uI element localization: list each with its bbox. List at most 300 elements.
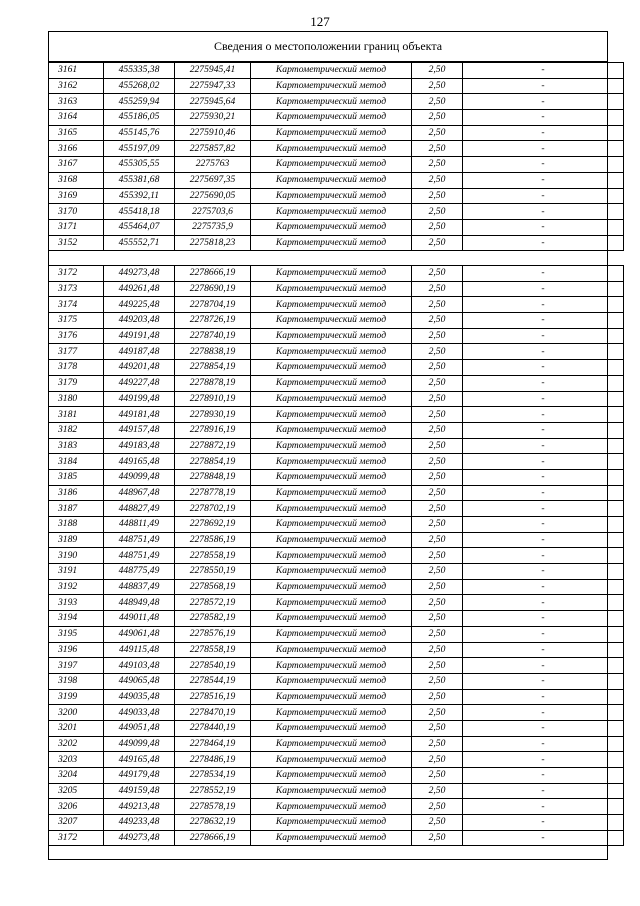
table-row	[49, 783, 624, 799]
table-row	[49, 407, 624, 423]
accuracy-cell: 2,50	[412, 689, 463, 705]
table-row	[49, 235, 624, 251]
accuracy-cell: 2,50	[412, 219, 463, 235]
x-coordinate-cell: 449115,48	[104, 642, 175, 658]
x-coordinate-cell: 449165,48	[104, 454, 175, 470]
table-row	[49, 673, 624, 689]
table-row	[49, 219, 624, 235]
table-row	[49, 501, 624, 517]
accuracy-cell: 2,50	[412, 642, 463, 658]
method-cell: Картометрический метод	[251, 78, 412, 94]
section-gap-divider	[48, 250, 608, 251]
note-cell: -	[463, 626, 624, 642]
note-cell: -	[463, 705, 624, 721]
accuracy-cell: 2,50	[412, 313, 463, 329]
y-coordinate-cell: 2278690,19	[175, 281, 251, 297]
y-coordinate-cell: 2278568,19	[175, 579, 251, 595]
table-row	[49, 360, 624, 376]
x-coordinate-cell: 449273,48	[104, 830, 175, 846]
x-coordinate-cell: 455305,55	[104, 157, 175, 173]
point-number-cell: 3166	[49, 141, 104, 157]
note-cell: -	[463, 736, 624, 752]
table-row	[49, 281, 624, 297]
table-row	[49, 736, 624, 752]
table-row	[49, 720, 624, 736]
section-title: Сведения о местоположении границ объекта	[213, 39, 443, 53]
y-coordinate-cell: 2278578,19	[175, 799, 251, 815]
note-cell: -	[463, 548, 624, 564]
point-number-cell: 3173	[49, 281, 104, 297]
note-cell: -	[463, 485, 624, 501]
x-coordinate-cell: 455464,07	[104, 219, 175, 235]
method-cell: Картометрический метод	[251, 658, 412, 674]
note-cell: -	[463, 204, 624, 220]
y-coordinate-cell: 2278848,19	[175, 469, 251, 485]
table-row	[49, 485, 624, 501]
point-number-cell: 3200	[49, 705, 104, 721]
point-number-cell: 3161	[49, 63, 104, 79]
accuracy-cell: 2,50	[412, 485, 463, 501]
accuracy-cell: 2,50	[412, 532, 463, 548]
accuracy-cell: 2,50	[412, 204, 463, 220]
x-coordinate-cell: 449203,48	[104, 313, 175, 329]
method-cell: Картометрический метод	[251, 328, 412, 344]
note-cell: -	[463, 141, 624, 157]
y-coordinate-cell: 2278558,19	[175, 548, 251, 564]
x-coordinate-cell: 448837,49	[104, 579, 175, 595]
method-cell: Картометрический метод	[251, 689, 412, 705]
y-coordinate-cell: 2278692,19	[175, 517, 251, 533]
table-row	[49, 517, 624, 533]
accuracy-cell: 2,50	[412, 235, 463, 251]
accuracy-cell: 2,50	[412, 799, 463, 815]
x-coordinate-cell: 455145,76	[104, 125, 175, 141]
point-number-cell: 3203	[49, 752, 104, 768]
accuracy-cell: 2,50	[412, 454, 463, 470]
note-cell: -	[463, 517, 624, 533]
point-number-cell: 3168	[49, 172, 104, 188]
method-cell: Картометрический метод	[251, 219, 412, 235]
accuracy-cell: 2,50	[412, 720, 463, 736]
x-coordinate-cell: 448949,48	[104, 595, 175, 611]
y-coordinate-cell: 2278576,19	[175, 626, 251, 642]
point-number-cell: 3186	[49, 485, 104, 501]
point-number-cell: 3190	[49, 548, 104, 564]
point-number-cell: 3177	[49, 344, 104, 360]
table-row	[49, 658, 624, 674]
point-number-cell: 3201	[49, 720, 104, 736]
accuracy-cell: 2,50	[412, 344, 463, 360]
y-coordinate-cell: 2278872,19	[175, 438, 251, 454]
method-cell: Картометрический метод	[251, 438, 412, 454]
method-cell: Картометрический метод	[251, 720, 412, 736]
y-coordinate-cell: 2275857,82	[175, 141, 251, 157]
method-cell: Картометрический метод	[251, 642, 412, 658]
note-cell: -	[463, 235, 624, 251]
x-coordinate-cell: 448967,48	[104, 485, 175, 501]
table-row	[49, 532, 624, 548]
point-number-cell: 3170	[49, 204, 104, 220]
note-cell: -	[463, 172, 624, 188]
y-coordinate-cell: 2278632,19	[175, 815, 251, 831]
table-row	[49, 752, 624, 768]
x-coordinate-cell: 449159,48	[104, 783, 175, 799]
y-coordinate-cell: 2278464,19	[175, 736, 251, 752]
table-row	[49, 626, 624, 642]
point-number-cell: 3194	[49, 611, 104, 627]
y-coordinate-cell: 2275818,23	[175, 235, 251, 251]
table-row	[49, 375, 624, 391]
method-cell: Картометрический метод	[251, 204, 412, 220]
point-number-cell: 3176	[49, 328, 104, 344]
y-coordinate-cell: 2278470,19	[175, 705, 251, 721]
method-cell: Картометрический метод	[251, 94, 412, 110]
coordinates-table-1	[48, 62, 624, 251]
point-number-cell: 3207	[49, 815, 104, 831]
point-number-cell: 3187	[49, 501, 104, 517]
note-cell: -	[463, 815, 624, 831]
accuracy-cell: 2,50	[412, 501, 463, 517]
method-cell: Картометрический метод	[251, 391, 412, 407]
x-coordinate-cell: 449225,48	[104, 297, 175, 313]
note-cell: -	[463, 768, 624, 784]
table-row	[49, 141, 624, 157]
accuracy-cell: 2,50	[412, 438, 463, 454]
x-coordinate-cell: 455186,05	[104, 110, 175, 126]
accuracy-cell: 2,50	[412, 172, 463, 188]
method-cell: Картометрический метод	[251, 595, 412, 611]
note-cell: -	[463, 642, 624, 658]
point-number-cell: 3185	[49, 469, 104, 485]
note-cell: -	[463, 454, 624, 470]
y-coordinate-cell: 2278516,19	[175, 689, 251, 705]
method-cell: Картометрический метод	[251, 532, 412, 548]
note-cell: -	[463, 157, 624, 173]
point-number-cell: 3197	[49, 658, 104, 674]
x-coordinate-cell: 448751,49	[104, 548, 175, 564]
accuracy-cell: 2,50	[412, 830, 463, 846]
x-coordinate-cell: 449099,48	[104, 469, 175, 485]
accuracy-cell: 2,50	[412, 595, 463, 611]
y-coordinate-cell: 2278930,19	[175, 407, 251, 423]
y-coordinate-cell: 2278582,19	[175, 611, 251, 627]
note-cell: -	[463, 720, 624, 736]
accuracy-cell: 2,50	[412, 579, 463, 595]
y-coordinate-cell: 2278854,19	[175, 360, 251, 376]
x-coordinate-cell: 448827,49	[104, 501, 175, 517]
point-number-cell: 3172	[49, 266, 104, 282]
note-cell: -	[463, 673, 624, 689]
note-cell: -	[463, 188, 624, 204]
y-coordinate-cell: 2278550,19	[175, 564, 251, 580]
table-row	[49, 705, 624, 721]
x-coordinate-cell: 455552,71	[104, 235, 175, 251]
table-row	[49, 204, 624, 220]
x-coordinate-cell: 449165,48	[104, 752, 175, 768]
point-number-cell: 3182	[49, 422, 104, 438]
table-row	[49, 313, 624, 329]
x-coordinate-cell: 449181,48	[104, 407, 175, 423]
method-cell: Картометрический метод	[251, 422, 412, 438]
note-cell: -	[463, 469, 624, 485]
x-coordinate-cell: 449199,48	[104, 391, 175, 407]
accuracy-cell: 2,50	[412, 391, 463, 407]
method-cell: Картометрический метод	[251, 454, 412, 470]
x-coordinate-cell: 455381,68	[104, 172, 175, 188]
table-row	[49, 579, 624, 595]
method-cell: Картометрический метод	[251, 110, 412, 126]
accuracy-cell: 2,50	[412, 422, 463, 438]
note-cell: -	[463, 313, 624, 329]
y-coordinate-cell: 2278572,19	[175, 595, 251, 611]
x-coordinate-cell: 455335,38	[104, 63, 175, 79]
y-coordinate-cell: 2275690,05	[175, 188, 251, 204]
table-row	[49, 611, 624, 627]
method-cell: Картометрический метод	[251, 517, 412, 533]
method-cell: Картометрический метод	[251, 673, 412, 689]
method-cell: Картометрический метод	[251, 485, 412, 501]
x-coordinate-cell: 449191,48	[104, 328, 175, 344]
method-cell: Картометрический метод	[251, 830, 412, 846]
accuracy-cell: 2,50	[412, 783, 463, 799]
y-coordinate-cell: 2278910,19	[175, 391, 251, 407]
x-coordinate-cell: 448775,49	[104, 564, 175, 580]
x-coordinate-cell: 449065,48	[104, 673, 175, 689]
y-coordinate-cell: 2278440,19	[175, 720, 251, 736]
method-cell: Картометрический метод	[251, 235, 412, 251]
accuracy-cell: 2,50	[412, 266, 463, 282]
method-cell: Картометрический метод	[251, 783, 412, 799]
note-cell: -	[463, 752, 624, 768]
point-number-cell: 3198	[49, 673, 104, 689]
y-coordinate-cell: 2278778,19	[175, 485, 251, 501]
accuracy-cell: 2,50	[412, 768, 463, 784]
table-row	[49, 188, 624, 204]
x-coordinate-cell: 455197,09	[104, 141, 175, 157]
table-row	[49, 469, 624, 485]
y-coordinate-cell: 2275703,6	[175, 204, 251, 220]
table-row	[49, 266, 624, 282]
x-coordinate-cell: 449033,48	[104, 705, 175, 721]
accuracy-cell: 2,50	[412, 360, 463, 376]
note-cell: -	[463, 78, 624, 94]
point-number-cell: 3152	[49, 235, 104, 251]
x-coordinate-cell: 449157,48	[104, 422, 175, 438]
point-number-cell: 3165	[49, 125, 104, 141]
note-cell: -	[463, 611, 624, 627]
y-coordinate-cell: 2275735,9	[175, 219, 251, 235]
x-coordinate-cell: 449187,48	[104, 344, 175, 360]
y-coordinate-cell: 2278666,19	[175, 830, 251, 846]
x-coordinate-cell: 449201,48	[104, 360, 175, 376]
y-coordinate-cell: 2278878,19	[175, 375, 251, 391]
y-coordinate-cell: 2275930,21	[175, 110, 251, 126]
y-coordinate-cell: 2278916,19	[175, 422, 251, 438]
method-cell: Картометрический метод	[251, 579, 412, 595]
note-cell: -	[463, 799, 624, 815]
point-number-cell: 3183	[49, 438, 104, 454]
note-cell: -	[463, 328, 624, 344]
accuracy-cell: 2,50	[412, 125, 463, 141]
method-cell: Картометрический метод	[251, 266, 412, 282]
note-cell: -	[463, 266, 624, 282]
note-cell: -	[463, 94, 624, 110]
note-cell: -	[463, 360, 624, 376]
x-coordinate-cell: 449213,48	[104, 799, 175, 815]
table-row	[49, 391, 624, 407]
y-coordinate-cell: 2278540,19	[175, 658, 251, 674]
note-cell: -	[463, 391, 624, 407]
table-row	[49, 110, 624, 126]
table-row	[49, 564, 624, 580]
y-coordinate-cell: 2275945,41	[175, 63, 251, 79]
accuracy-cell: 2,50	[412, 517, 463, 533]
table-row	[49, 297, 624, 313]
method-cell: Картометрический метод	[251, 188, 412, 204]
accuracy-cell: 2,50	[412, 626, 463, 642]
note-cell: -	[463, 63, 624, 79]
note-cell: -	[463, 595, 624, 611]
accuracy-cell: 2,50	[412, 658, 463, 674]
point-number-cell: 3163	[49, 94, 104, 110]
table-row	[49, 422, 624, 438]
method-cell: Картометрический метод	[251, 281, 412, 297]
note-cell: -	[463, 281, 624, 297]
x-coordinate-cell: 449099,48	[104, 736, 175, 752]
accuracy-cell: 2,50	[412, 548, 463, 564]
table-row	[49, 768, 624, 784]
accuracy-cell: 2,50	[412, 705, 463, 721]
point-number-cell: 3179	[49, 375, 104, 391]
point-number-cell: 3192	[49, 579, 104, 595]
note-cell: -	[463, 532, 624, 548]
note-cell: -	[463, 783, 624, 799]
note-cell: -	[463, 579, 624, 595]
table-row	[49, 78, 624, 94]
method-cell: Картометрический метод	[251, 313, 412, 329]
accuracy-cell: 2,50	[412, 110, 463, 126]
x-coordinate-cell: 455418,18	[104, 204, 175, 220]
x-coordinate-cell: 449103,48	[104, 658, 175, 674]
accuracy-cell: 2,50	[412, 141, 463, 157]
x-coordinate-cell: 449051,48	[104, 720, 175, 736]
x-coordinate-cell: 448751,49	[104, 532, 175, 548]
table-row	[49, 344, 624, 360]
y-coordinate-cell: 2278552,19	[175, 783, 251, 799]
x-coordinate-cell: 449035,48	[104, 689, 175, 705]
point-number-cell: 3202	[49, 736, 104, 752]
x-coordinate-cell: 455268,02	[104, 78, 175, 94]
accuracy-cell: 2,50	[412, 94, 463, 110]
y-coordinate-cell: 2275947,33	[175, 78, 251, 94]
note-cell: -	[463, 501, 624, 517]
method-cell: Картометрический метод	[251, 157, 412, 173]
point-number-cell: 3205	[49, 783, 104, 799]
method-cell: Картометрический метод	[251, 469, 412, 485]
accuracy-cell: 2,50	[412, 736, 463, 752]
method-cell: Картометрический метод	[251, 611, 412, 627]
accuracy-cell: 2,50	[412, 611, 463, 627]
note-cell: -	[463, 125, 624, 141]
y-coordinate-cell: 2278486,19	[175, 752, 251, 768]
method-cell: Картометрический метод	[251, 297, 412, 313]
point-number-cell: 3169	[49, 188, 104, 204]
x-coordinate-cell: 449179,48	[104, 768, 175, 784]
method-cell: Картометрический метод	[251, 360, 412, 376]
table-row	[49, 63, 624, 79]
method-cell: Картометрический метод	[251, 799, 412, 815]
accuracy-cell: 2,50	[412, 157, 463, 173]
table-row	[49, 799, 624, 815]
table-row	[49, 548, 624, 564]
note-cell: -	[463, 407, 624, 423]
table-row	[49, 595, 624, 611]
point-number-cell: 3167	[49, 157, 104, 173]
table-row	[49, 815, 624, 831]
point-number-cell: 3191	[49, 564, 104, 580]
y-coordinate-cell: 2278534,19	[175, 768, 251, 784]
y-coordinate-cell: 2275763	[175, 157, 251, 173]
point-number-cell: 3195	[49, 626, 104, 642]
accuracy-cell: 2,50	[412, 188, 463, 204]
method-cell: Картометрический метод	[251, 141, 412, 157]
table-row	[49, 438, 624, 454]
x-coordinate-cell: 449061,48	[104, 626, 175, 642]
accuracy-cell: 2,50	[412, 297, 463, 313]
method-cell: Картометрический метод	[251, 125, 412, 141]
method-cell: Картометрический метод	[251, 548, 412, 564]
note-cell: -	[463, 689, 624, 705]
note-cell: -	[463, 438, 624, 454]
y-coordinate-cell: 2278704,19	[175, 297, 251, 313]
point-number-cell: 3188	[49, 517, 104, 533]
x-coordinate-cell: 449261,48	[104, 281, 175, 297]
point-number-cell: 3193	[49, 595, 104, 611]
method-cell: Картометрический метод	[251, 172, 412, 188]
table-row	[49, 642, 624, 658]
method-cell: Картометрический метод	[251, 815, 412, 831]
accuracy-cell: 2,50	[412, 78, 463, 94]
y-coordinate-cell: 2278838,19	[175, 344, 251, 360]
y-coordinate-cell: 2278586,19	[175, 532, 251, 548]
x-coordinate-cell: 448811,49	[104, 517, 175, 533]
point-number-cell: 3162	[49, 78, 104, 94]
note-cell: -	[463, 219, 624, 235]
y-coordinate-cell: 2278666,19	[175, 266, 251, 282]
point-number-cell: 3172	[49, 830, 104, 846]
method-cell: Картометрический метод	[251, 736, 412, 752]
x-coordinate-cell: 449233,48	[104, 815, 175, 831]
method-cell: Картометрический метод	[251, 501, 412, 517]
point-number-cell: 3164	[49, 110, 104, 126]
accuracy-cell: 2,50	[412, 752, 463, 768]
table-row	[49, 157, 624, 173]
accuracy-cell: 2,50	[412, 673, 463, 689]
table-row	[49, 689, 624, 705]
note-cell: -	[463, 375, 624, 391]
y-coordinate-cell: 2275697,35	[175, 172, 251, 188]
accuracy-cell: 2,50	[412, 564, 463, 580]
method-cell: Картометрический метод	[251, 407, 412, 423]
accuracy-cell: 2,50	[412, 281, 463, 297]
method-cell: Картометрический метод	[251, 375, 412, 391]
point-number-cell: 3175	[49, 313, 104, 329]
method-cell: Картометрический метод	[251, 752, 412, 768]
note-cell: -	[463, 422, 624, 438]
table-row	[49, 94, 624, 110]
x-coordinate-cell: 449227,48	[104, 375, 175, 391]
y-coordinate-cell: 2278740,19	[175, 328, 251, 344]
